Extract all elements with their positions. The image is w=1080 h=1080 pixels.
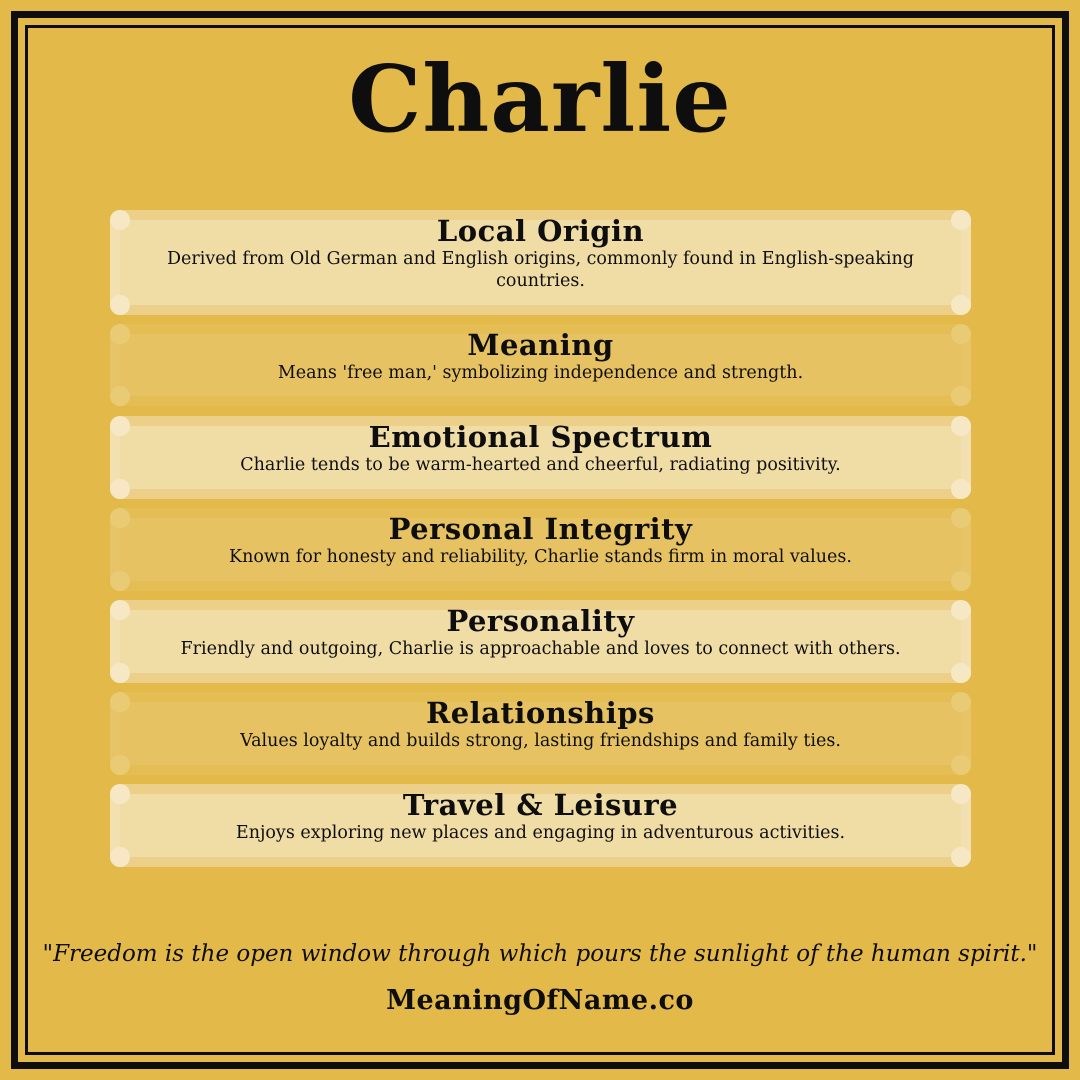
corner-dot-icon: [110, 479, 130, 499]
corner-dot-icon: [110, 847, 130, 867]
corner-dot-icon: [110, 663, 130, 683]
card-heading: Relationships: [426, 696, 655, 730]
corner-dot-icon: [110, 571, 130, 591]
card-text: Derived from Old German and English origins, commonly found in English-speaking countries.: [167, 249, 914, 291]
card-relationships: [110, 692, 971, 775]
corner-dot-icon: [951, 295, 971, 315]
card-text: Friendly and outgoing, Charlie is approachable and loves to connect with others.: [180, 639, 901, 659]
card-text: Known for honesty and reliability, Charlie stands firm in moral values.: [229, 547, 852, 567]
card-local-origin: [110, 210, 971, 315]
corner-dot-icon: [951, 479, 971, 499]
card-personality: [110, 600, 971, 683]
corner-dot-icon: [110, 386, 130, 406]
corner-dot-icon: [110, 295, 130, 315]
corner-dot-icon: [951, 847, 971, 867]
name-title: Charlie: [348, 45, 732, 153]
quote: "Freedom is the open window through which pours the sunlight of the human spirit.": [42, 941, 1038, 967]
card-heading: Meaning: [467, 328, 614, 362]
card-text: Enjoys exploring new places and engaging in adventurous activities.: [235, 823, 846, 843]
corner-dot-icon: [951, 571, 971, 591]
card-travel-leisure: [110, 784, 971, 867]
corner-dot-icon: [951, 386, 971, 406]
card-heading: Personality: [446, 604, 635, 638]
card-text: Charlie tends to be warm-hearted and cheerful, radiating positivity.: [240, 455, 841, 475]
card-heading: Travel & Leisure: [402, 788, 679, 822]
corner-dot-icon: [951, 755, 971, 775]
corner-dot-icon: [110, 755, 130, 775]
card-emotional-spectrum: [110, 416, 971, 499]
card-heading: Local Origin: [436, 214, 645, 248]
card-personal-integrity: [110, 508, 971, 591]
card-meaning: [110, 324, 971, 406]
card-text: Means 'free man,' symbolizing independence and strength.: [277, 363, 804, 383]
site-name: MeaningOfName.co: [386, 985, 694, 1016]
card-heading: Personal Integrity: [388, 512, 693, 546]
corner-dot-icon: [951, 663, 971, 683]
card-text: Values loyalty and builds strong, lasting friendships and family ties.: [240, 731, 841, 751]
card-heading: Emotional Spectrum: [368, 420, 713, 454]
